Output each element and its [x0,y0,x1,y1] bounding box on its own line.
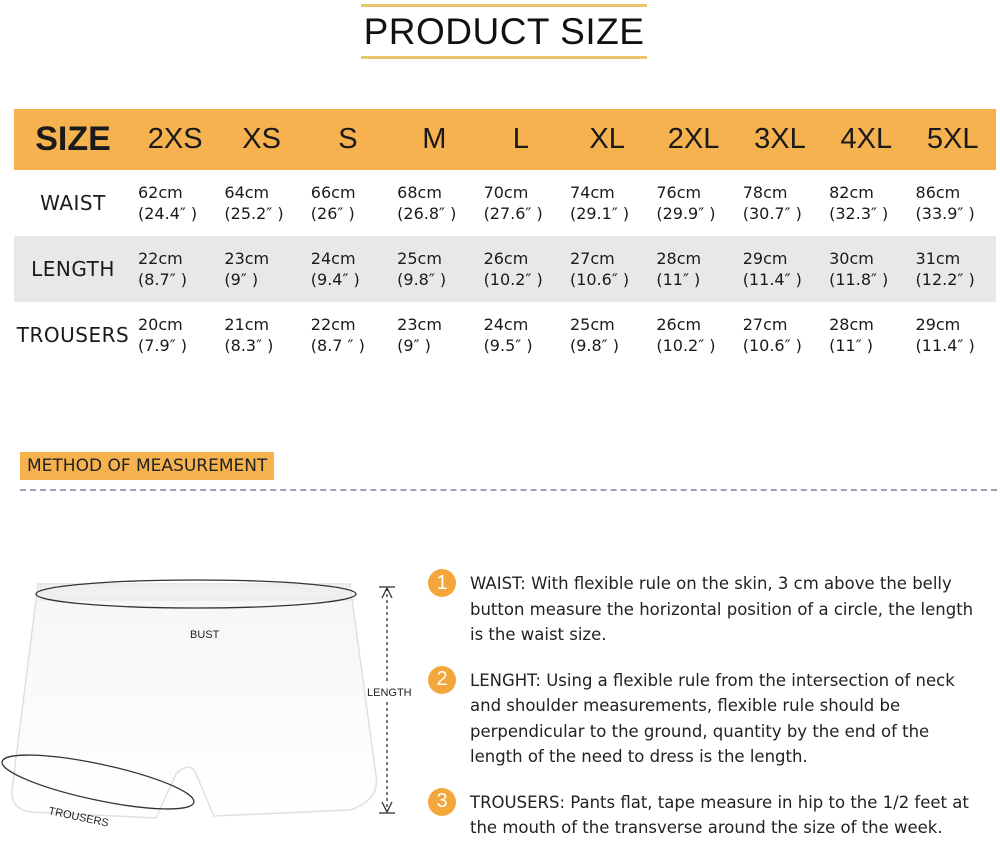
table-cell [910,170,996,236]
shorts-illustration [12,584,377,818]
size-chart-table [14,109,996,368]
cell-cm: 27cm [569,249,615,268]
table-cell [737,170,823,236]
cell-inch: (10.2″ ) [656,336,716,355]
step-number-badge: 1 [428,569,456,597]
cell-cm: 70cm [483,183,529,202]
length-label: LENGTH [367,687,412,699]
instruction-item [428,569,1000,648]
cell-cm: 24cm [483,315,529,334]
step-number-badge: 2 [428,666,456,694]
cell-cm: 29cm [915,315,961,334]
table-cell [478,236,564,302]
cell-inch: (8.7 ″ ) [310,336,365,355]
trousers-label: TROUSERS [47,805,110,830]
row-label: LENGTH [31,257,115,281]
table-cell [823,302,909,368]
trousers-row [14,302,996,368]
cell-cm: 68cm [397,183,442,202]
cell-inch: (33.9″ ) [915,204,975,223]
cell-cm: 28cm [656,249,702,268]
cell-cm: 26cm [483,249,529,268]
cell-cm: 22cm [310,315,356,334]
cell-cm: 25cm [397,249,442,268]
cell-cm: 86cm [915,183,961,202]
table-cell [650,170,736,236]
cell-inch: (32.3″ ) [829,204,889,223]
cell-inch: (9″ ) [397,336,431,355]
instruction-item [428,666,1000,770]
cell-inch: (12.2″ ) [915,270,975,289]
table-cell [478,170,564,236]
table-cell [218,302,304,368]
size-header-cell: 4XL [840,123,893,155]
bust-label: BUST [190,629,220,641]
table-cell [737,302,823,368]
cell-inch: (11″ ) [656,270,701,289]
cell-cm: 76cm [656,183,702,202]
size-header-cell: 3XL [754,123,806,155]
table-cell [910,236,996,302]
cell-inch: (11.4″ ) [915,336,975,355]
method-heading-text: METHOD OF MEASUREMENT [27,456,268,476]
table-cell [218,236,304,302]
cell-cm: 26cm [656,315,702,334]
measurement-instructions [428,569,1000,859]
table-cell [910,302,996,368]
table-cell [305,170,391,236]
cell-cm: 82cm [829,183,874,202]
cell-cm: 64cm [224,183,270,202]
cell-inch: (10.2″ ) [483,270,543,289]
cell-cm: 23cm [397,315,442,334]
cell-inch: (9″ ) [224,270,259,289]
instruction-text: LENGHT: Using a flexible rule from the intersection of neck and shoulder measurements, flexible rule should be perpendicular to the ground, quantity by the end of the length of the need to dress is the length. [470,670,955,766]
page-title-text: PRODUCT SIZE [363,10,645,52]
cell-inch: (7.9″ ) [138,336,187,355]
cell-cm: 62cm [138,183,183,202]
table-cell [391,302,477,368]
cell-cm: 28cm [829,315,874,334]
cell-inch: (29.1″ ) [569,204,630,223]
cell-cm: 27cm [742,315,788,334]
cell-inch: (30.7″ ) [742,204,802,223]
table-cell [564,302,650,368]
size-header-cell: L [512,123,529,155]
dashed-divider [20,489,997,491]
size-header-cell: XL [589,123,625,155]
cell-cm: 20cm [138,315,183,334]
table-cell [218,170,304,236]
size-header-row [14,109,996,170]
cell-inch: (8.3″ ) [224,336,274,355]
size-header-cell: S [338,123,358,155]
table-cell [564,170,650,236]
cell-cm: 66cm [310,183,356,202]
cell-inch: (27.6″ ) [483,204,543,223]
size-header-cell: 2XS [147,123,203,155]
table-cell [132,302,218,368]
cell-cm: 31cm [915,249,961,268]
cell-inch: (9.8″ ) [569,336,619,355]
table-cell [132,170,218,236]
row-label: TROUSERS [16,323,130,347]
size-header-cell: 2XL [667,123,720,155]
length-row [14,236,996,302]
cell-cm: 24cm [310,249,356,268]
table-cell [391,170,477,236]
instruction-text: TROUSERS: Pants flat, tape measure in hip to the 1/2 feet at the mouth of the transverse around the size of the week. [470,792,969,837]
waist-row [14,170,996,236]
cell-inch: (9.5″ ) [483,336,533,355]
cell-inch: (11″ ) [829,336,874,355]
shorts-diagram [0,560,420,841]
table-cell [478,302,564,368]
cell-cm: 74cm [569,183,615,202]
cell-cm: 22cm [138,249,183,268]
cell-inch: (10.6″ ) [742,336,802,355]
cell-inch: (29.9″ ) [656,204,716,223]
size-header-cell: XS [242,123,281,155]
page-title [361,4,647,59]
size-header-cell: M [422,123,447,155]
cell-inch: (8.7″ ) [138,270,187,289]
table-cell [391,236,477,302]
cell-cm: 21cm [224,315,270,334]
table-cell [564,236,650,302]
cell-inch: (26.8″ ) [397,204,457,223]
cell-inch: (10.6″ ) [569,270,630,289]
cell-cm: 25cm [569,315,615,334]
table-cell [823,236,909,302]
table-cell [650,236,736,302]
cell-cm: 29cm [742,249,788,268]
cell-cm: 23cm [224,249,270,268]
cell-inch: (26″ ) [310,204,355,223]
method-heading [20,452,274,480]
size-header-cell: 5XL [926,123,979,155]
instruction-item [428,788,1000,841]
table-cell [737,236,823,302]
cell-inch: (25.2″ ) [224,204,284,223]
table-cell [823,170,909,236]
row-label: WAIST [40,191,106,215]
table-cell [132,236,218,302]
cell-cm: 30cm [829,249,874,268]
table-cell [305,302,391,368]
cell-inch: (9.8″ ) [397,270,447,289]
cell-inch: (24.4″ ) [138,204,198,223]
cell-inch: (9.4″ ) [310,270,360,289]
cell-inch: (11.8″ ) [829,270,889,289]
instruction-text: WAIST: With flexible rule on the skin, 3 cm above the belly button measure the horizontal position of a circle, the length is the waist size. [470,574,974,644]
cell-inch: (11.4″ ) [742,270,802,289]
cell-cm: 78cm [742,183,788,202]
step-number-badge: 3 [428,788,456,816]
table-cell [305,236,391,302]
size-header-label: SIZE [35,120,111,158]
table-cell [650,302,736,368]
